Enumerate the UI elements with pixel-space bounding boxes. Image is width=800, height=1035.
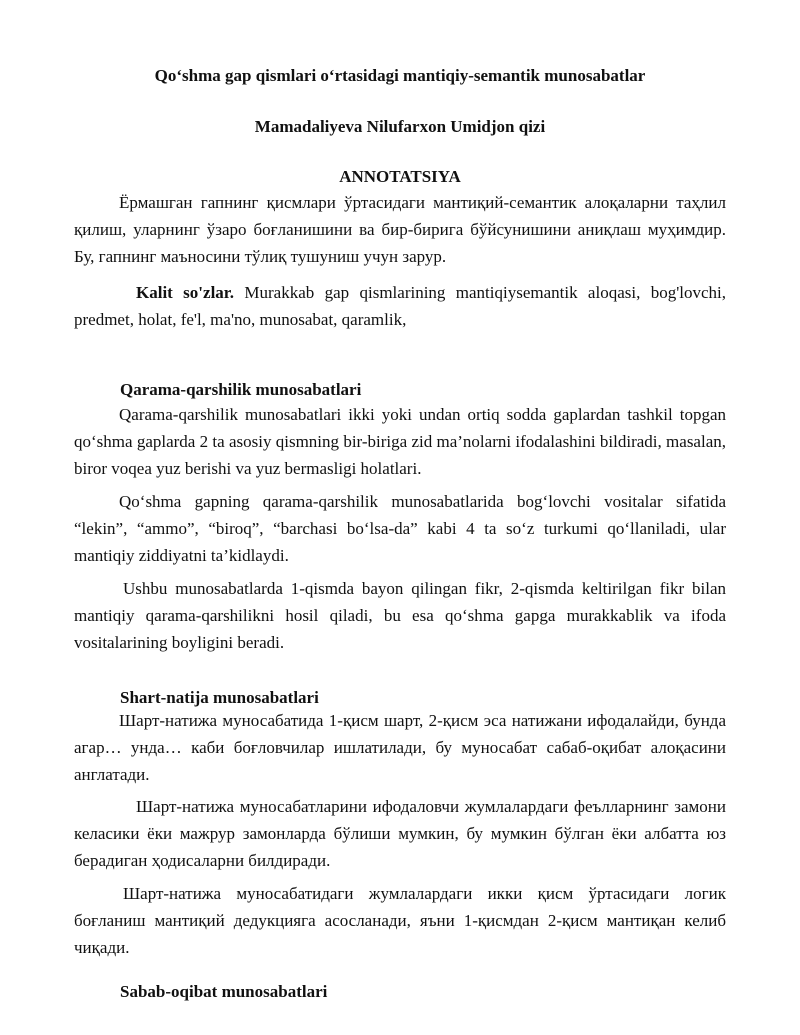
document-title: Qo‘shma gap qismlari o‘rtasidagi mantiqiy-semantik munosabatlar xyxy=(154,66,646,85)
annotation-heading: ANNOTATSIYA xyxy=(339,167,461,186)
author-name: Mamadaliyeva Nilufarxon Umidjon qizi xyxy=(254,117,546,136)
keywords-text: Murakkab gap qismlarining mantiqiysemantik aloqasi, bog'lovchi, predmet, holat, fe'l, ma'no, munosabat, qaramlik, xyxy=(74,283,726,329)
section-heading-contrast: Qarama-qarshilik munosabatlari xyxy=(120,380,362,399)
condition-paragraph-2: Шарт-натижа муносабатларини ифодаловчи жумлалардаги феълларнинг замони келасики ёки мажрур замонларда бўлиши мумкин, бу мумкин бўлган ёки албатта юз берадиган ҳодисаларни билдиради. xyxy=(74,797,726,870)
section-heading-cause: Sabab-oqibat munosabatlari xyxy=(120,982,328,1001)
keywords-paragraph xyxy=(74,279,726,333)
contrast-paragraph-3: Ushbu munosabatlarda 1-qismda bayon qilingan fikr, 2-qismda keltirilgan fikr bilan mantiqiy qarama-qarshilikni hosil qiladi, bu esa qo‘shma gapga murakkablik va ifoda vositalarining boyligini beradi. xyxy=(74,579,726,652)
annotation-paragraph: Ёрмашган гапнинг қисмлари ўртасидаги мантиқий-семантик алоқаларни таҳлил қилиш, уларнинг ўзаро боғланишини ва бир-бирига бўйсунишини аниқлаш муҳимдир. Бу, гапнинг маъносини тўлиқ тушуниш учун зарур. xyxy=(74,193,726,266)
keywords-label: Kalit so'zlar. xyxy=(136,283,235,302)
contrast-paragraph-1: Qarama-qarshilik munosabatlari ikki yoki undan ortiq sodda gaplardan tashkil topgan qo‘shma gaplarda 2 ta asosiy qismning bir-biriga zid ma’nolarni ifodalashini bildiradi, masalan, biror voqea yuz berishi va yuz bermasligi holatlari. xyxy=(74,405,726,478)
condition-paragraph-3: Шарт-натижа муносабатидаги жумлалардаги икки қисм ўртасидаги логик боғланиш мантиқий дедукцияга асосланади, яъни 1-қисмдан 2-қисм мантиқан келиб чиқади. xyxy=(74,884,726,957)
section-heading-condition: Shart-natija munosabatlari xyxy=(120,688,319,707)
condition-paragraph-1: Шарт-натижа муносабатида 1-қисм шарт, 2-қисм эса натижани ифодалайди, бунда агар… унда… каби боғловчилар ишлатилади, бу муносабат сабаб-оқибат алоқасини англатади. xyxy=(74,711,726,784)
contrast-paragraph-2: Qo‘shma gapning qarama-qarshilik munosabatlarida bog‘lovchi vositalar sifatida “lekin”, “ammo”, “biroq”, “barchasi bo‘lsa-da” kabi 4 ta so‘z turkumi qo‘llaniladi, ular mantiqiy ziddiyatni ta’kidlaydi. xyxy=(74,492,726,565)
